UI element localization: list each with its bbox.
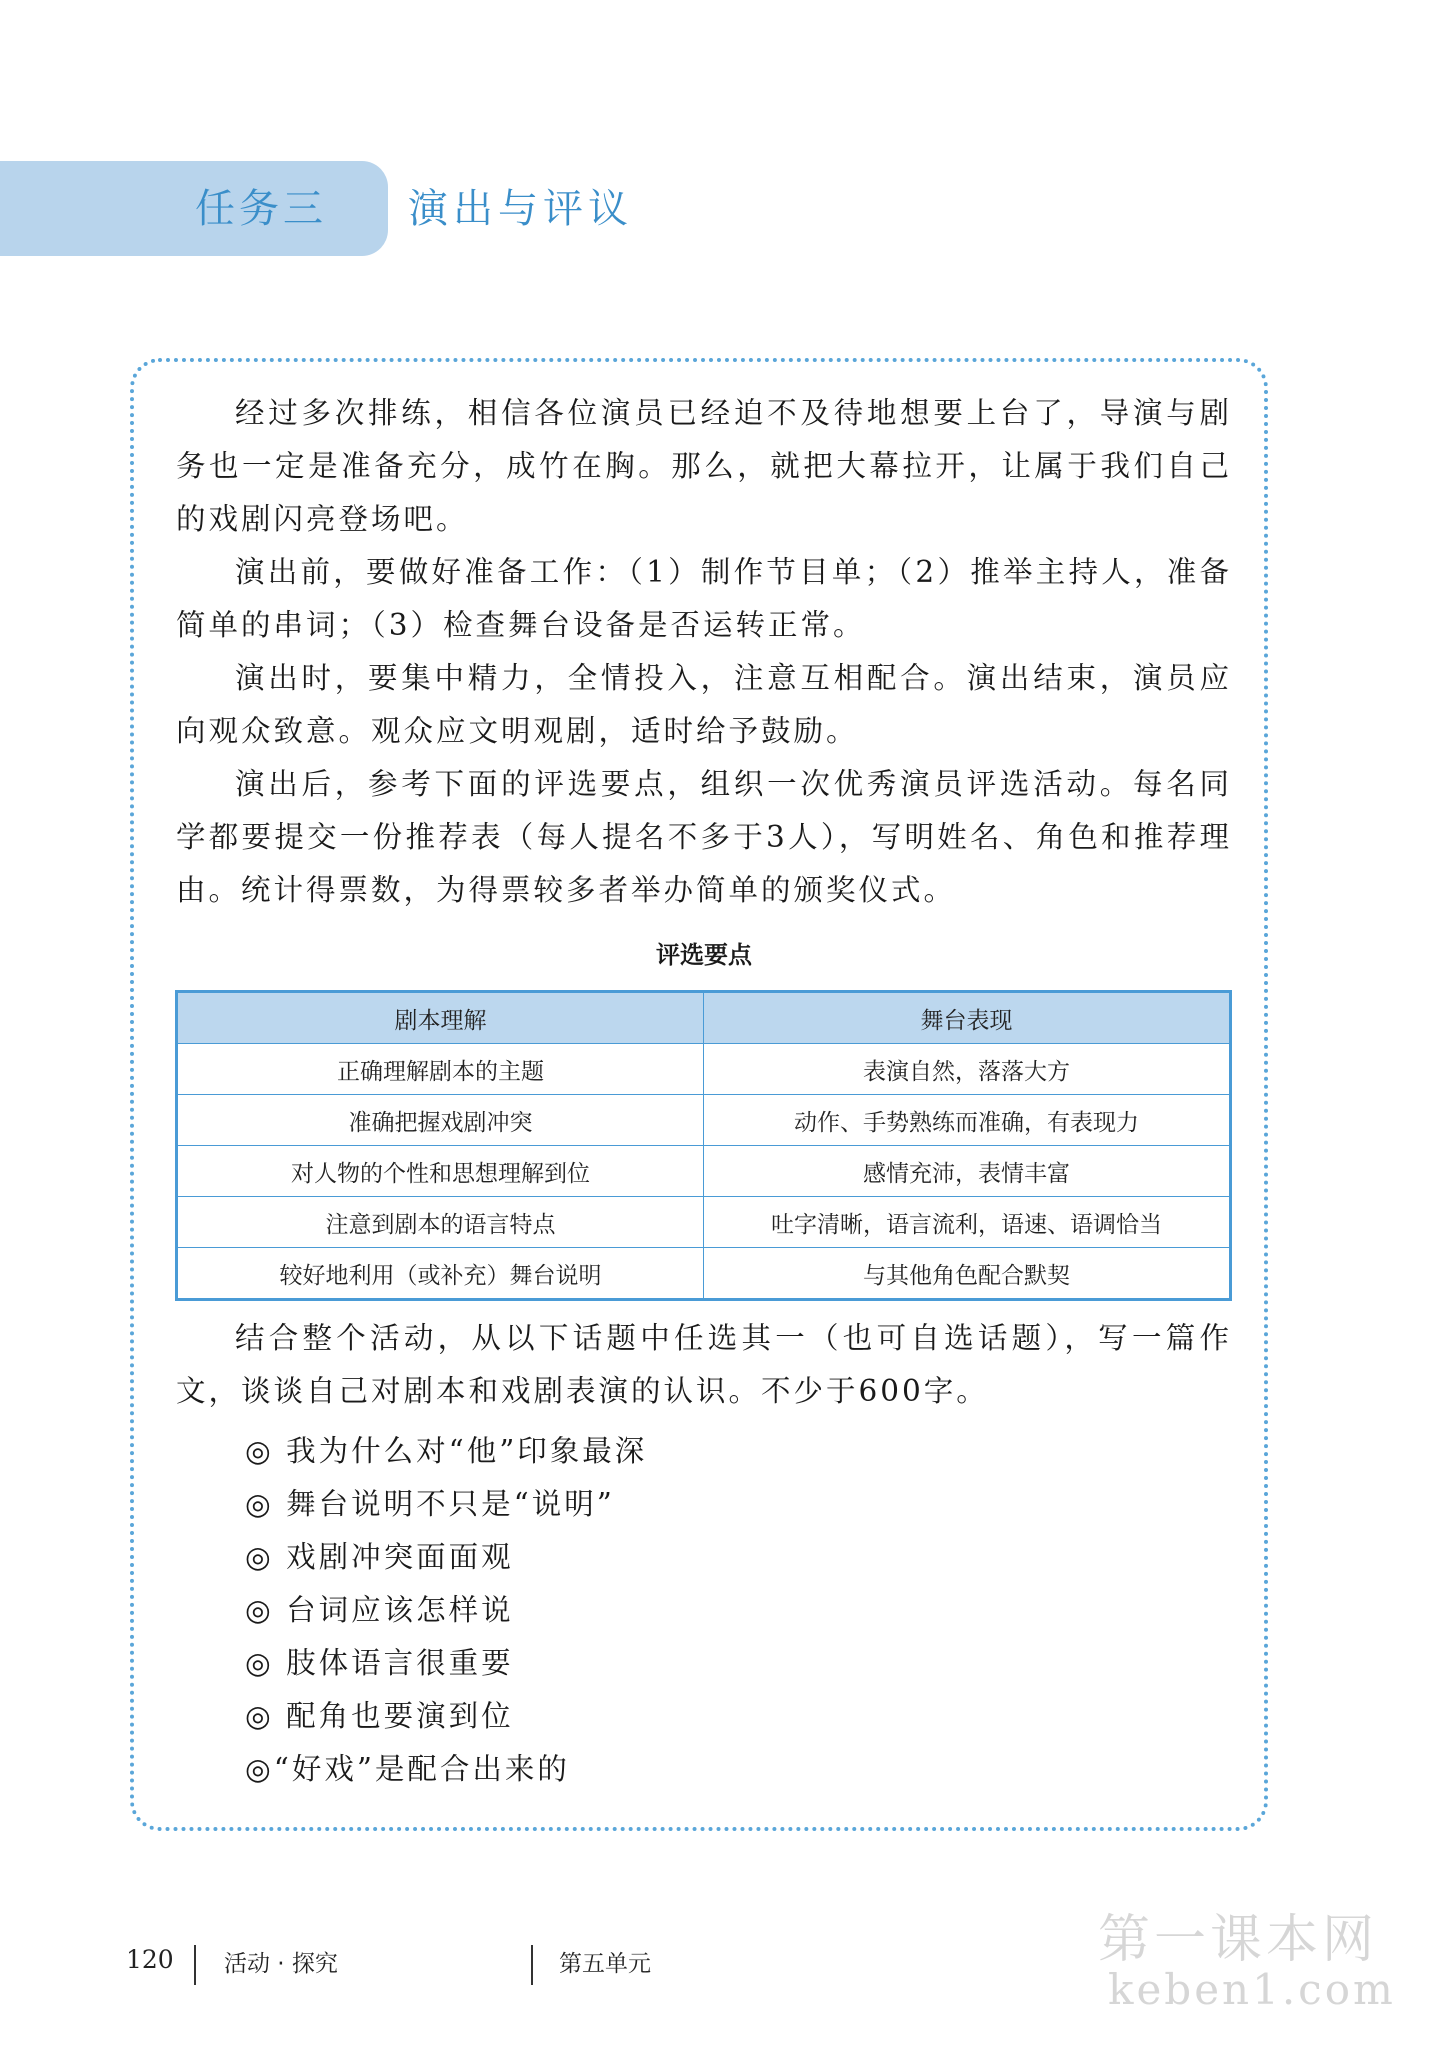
table-row xyxy=(177,1146,1231,1197)
table-cell: 吐字清晰，语言流利，语速、语调恰当 xyxy=(704,1197,1231,1248)
list-item: ◎ 肢体语言很重要 xyxy=(245,1646,514,1680)
writing-prompt-block xyxy=(176,1312,1232,1418)
table-cell: 注意到剧本的语言特点 xyxy=(177,1197,704,1248)
table-row xyxy=(177,1044,1231,1095)
footer-unit: 第五单元 xyxy=(559,1951,651,1977)
list-item: ◎ 我为什么对“他”印象最深 xyxy=(245,1434,648,1468)
paragraph-after-show: 演出后，参考下面的评选要点，组织一次优秀演员评选活动。每名同学都要提交一份推荐表（每人提名不多于3人），写明姓名、角色和推荐理由。统计得票数，为得票较多者举办简单的颁奖仪式。 xyxy=(176,767,1232,907)
column-header-stage: 舞台表现 xyxy=(704,992,1231,1044)
page-number: 120 xyxy=(126,1945,174,1974)
table-cell: 感情充沛，表情丰富 xyxy=(704,1146,1231,1197)
footer-divider xyxy=(194,1945,196,1985)
criteria-table xyxy=(175,990,1232,1301)
topic-list xyxy=(245,1425,647,1796)
table-cell: 与其他角色配合默契 xyxy=(704,1248,1231,1300)
list-item: ◎“好戏”是配合出来的 xyxy=(245,1752,570,1786)
watermark-cn: 第一课本网 xyxy=(1098,1910,1379,1970)
paragraph-intro: 经过多次排练，相信各位演员已经迫不及待地想要上台了，导演与剧务也一定是准备充分，成竹在胸。那么，就把大幕拉开，让属于我们自己的戏剧闪亮登场吧。 xyxy=(176,396,1232,536)
footer-divider xyxy=(531,1945,533,1985)
table-cell: 准确把握戏剧冲突 xyxy=(177,1095,704,1146)
list-item: ◎ 台词应该怎样说 xyxy=(245,1593,514,1627)
table-cell: 对人物的个性和思想理解到位 xyxy=(177,1146,704,1197)
paragraph-during-show: 演出时，要集中精力，全情投入，注意互相配合。演出结束，演员应向观众致意。观众应文明观剧，适时给予鼓励。 xyxy=(176,661,1232,748)
table-cell: 较好地利用（或补充）舞台说明 xyxy=(177,1248,704,1300)
task-title: 演出与评议 xyxy=(408,186,633,232)
table-row xyxy=(177,1095,1231,1146)
footer-activity: 活动 · 探究 xyxy=(224,1951,338,1977)
table-header-row xyxy=(177,992,1231,1044)
writing-prompt: 结合整个活动，从以下话题中任选其一（也可自选话题），写一篇作文，谈谈自己对剧本和戏剧表演的认识。不少于600字。 xyxy=(176,1321,1232,1408)
list-item: ◎ 戏剧冲突面面观 xyxy=(245,1540,514,1574)
table-row xyxy=(177,1197,1231,1248)
column-header-script: 剧本理解 xyxy=(177,992,704,1044)
table-cell: 正确理解剧本的主题 xyxy=(177,1044,704,1095)
task-header-band xyxy=(0,161,388,256)
list-item: ◎ 舞台说明不只是“说明” xyxy=(245,1487,615,1521)
paragraph-before-show: 演出前，要做好准备工作：（1）制作节目单；（2）推举主持人，准备简单的串词；（3）检查舞台设备是否运转正常。 xyxy=(176,555,1232,642)
watermark-en: keben1.com xyxy=(1108,1965,1396,2014)
table-caption: 评选要点 xyxy=(656,941,752,969)
table-cell: 动作、手势熟练而准确，有表现力 xyxy=(704,1095,1231,1146)
intro-paragraphs xyxy=(176,387,1232,917)
list-item: ◎ 配角也要演到位 xyxy=(245,1699,514,1733)
task-label: 任务三 xyxy=(195,186,327,232)
table-cell: 表演自然，落落大方 xyxy=(704,1044,1231,1095)
table-row xyxy=(177,1248,1231,1300)
